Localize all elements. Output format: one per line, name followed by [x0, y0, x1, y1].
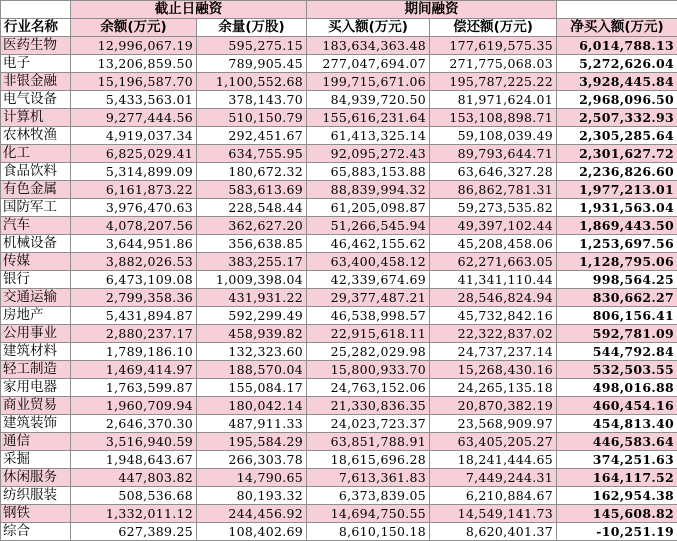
cell-industry: 商业贸易 — [1, 397, 71, 415]
header-net: 净买入额(万元) — [557, 19, 677, 37]
header-blank-cell — [557, 1, 677, 19]
cell-volume: 228,548.44 — [197, 199, 307, 217]
cell-industry: 休闲服务 — [1, 469, 71, 487]
cell-repay: 63,646,327.28 — [430, 163, 557, 181]
table-row — [1, 217, 677, 235]
cell-industry: 国防军工 — [1, 199, 71, 217]
table-row — [1, 109, 677, 127]
cell-repay: 271,775,068.03 — [430, 55, 557, 73]
cell-net-buy: 830,662.27 — [557, 289, 677, 307]
cell-volume: 155,084.17 — [197, 379, 307, 397]
cell-industry: 非银金融 — [1, 73, 71, 91]
cell-buy: 7,613,361.83 — [307, 469, 430, 487]
table-row — [1, 199, 677, 217]
table-row — [1, 505, 677, 523]
cell-industry: 通信 — [1, 433, 71, 451]
cell-buy: 51,266,545.94 — [307, 217, 430, 235]
cell-volume: 188,570.04 — [197, 361, 307, 379]
cell-buy: 61,413,325.14 — [307, 127, 430, 145]
cell-industry: 电子 — [1, 55, 71, 73]
cell-volume: 634,755.95 — [197, 145, 307, 163]
cell-net-buy: 164,117.52 — [557, 469, 677, 487]
cell-net-buy: 2,236,826.60 — [557, 163, 677, 181]
cell-buy: 277,047,694.07 — [307, 55, 430, 73]
cell-industry: 房地产 — [1, 307, 71, 325]
cell-buy: 22,915,618.11 — [307, 325, 430, 343]
cell-repay: 23,568,909.97 — [430, 415, 557, 433]
cell-balance: 1,948,643.67 — [71, 451, 197, 469]
cell-buy: 65,883,153.88 — [307, 163, 430, 181]
cell-industry: 交通运输 — [1, 289, 71, 307]
cell-volume: 583,613.69 — [197, 181, 307, 199]
cell-industry: 医药生物 — [1, 37, 71, 55]
cell-repay: 49,397,102.44 — [430, 217, 557, 235]
header-row-groups — [1, 1, 677, 19]
cell-volume: 510,150.79 — [197, 109, 307, 127]
cell-balance: 627,389.25 — [71, 523, 197, 541]
table-row — [1, 127, 677, 145]
cell-net-buy: 1,128,795.06 — [557, 253, 677, 271]
cell-net-buy: 532,503.55 — [557, 361, 677, 379]
cell-net-buy: 454,813.40 — [557, 415, 677, 433]
cell-volume: 180,672.32 — [197, 163, 307, 181]
cell-repay: 28,546,824.94 — [430, 289, 557, 307]
cell-buy: 18,615,696.28 — [307, 451, 430, 469]
cell-net-buy: 498,016.88 — [557, 379, 677, 397]
cell-balance: 3,516,940.59 — [71, 433, 197, 451]
cell-repay: 7,449,244.31 — [430, 469, 557, 487]
header-group-end-date: 截止日融资 — [71, 1, 307, 19]
header-blank-cell — [1, 1, 71, 19]
cell-net-buy: 592,781.09 — [557, 325, 677, 343]
cell-industry: 传媒 — [1, 253, 71, 271]
cell-balance: 9,277,444.56 — [71, 109, 197, 127]
cell-volume: 108,402.69 — [197, 523, 307, 541]
cell-volume: 266,303.78 — [197, 451, 307, 469]
table-row — [1, 91, 677, 109]
cell-buy: 21,330,836.35 — [307, 397, 430, 415]
cell-balance: 1,960,709.94 — [71, 397, 197, 415]
cell-buy: 84,939,720.50 — [307, 91, 430, 109]
cell-volume: 458,939.82 — [197, 325, 307, 343]
cell-repay: 59,273,535.82 — [430, 199, 557, 217]
cell-repay: 8,620,401.37 — [430, 523, 557, 541]
cell-volume: 487,911.33 — [197, 415, 307, 433]
cell-net-buy: 2,305,285.64 — [557, 127, 677, 145]
cell-balance: 5,431,894.87 — [71, 307, 197, 325]
cell-volume: 132,323.60 — [197, 343, 307, 361]
table-row — [1, 325, 677, 343]
header-row-columns — [1, 19, 677, 37]
cell-buy: 15,800,933.70 — [307, 361, 430, 379]
cell-buy: 24,763,152.06 — [307, 379, 430, 397]
cell-balance: 4,919,037.34 — [71, 127, 197, 145]
cell-repay: 22,322,837.02 — [430, 325, 557, 343]
cell-repay: 24,737,237.14 — [430, 343, 557, 361]
cell-buy: 6,373,839.05 — [307, 487, 430, 505]
cell-repay: 14,549,141.73 — [430, 505, 557, 523]
cell-balance: 1,469,414.97 — [71, 361, 197, 379]
cell-balance: 2,880,237.17 — [71, 325, 197, 343]
cell-net-buy: 2,507,332.93 — [557, 109, 677, 127]
cell-balance: 6,825,029.41 — [71, 145, 197, 163]
table-row — [1, 433, 677, 451]
cell-industry: 建筑材料 — [1, 343, 71, 361]
cell-buy: 25,282,029.98 — [307, 343, 430, 361]
table-row — [1, 55, 677, 73]
cell-balance: 447,803.82 — [71, 469, 197, 487]
table-row — [1, 307, 677, 325]
cell-repay: 24,265,135.18 — [430, 379, 557, 397]
cell-industry: 机械设备 — [1, 235, 71, 253]
cell-balance: 2,799,358.36 — [71, 289, 197, 307]
cell-balance: 1,332,011.12 — [71, 505, 197, 523]
cell-industry: 钢铁 — [1, 505, 71, 523]
cell-industry: 化工 — [1, 145, 71, 163]
cell-repay: 6,210,884.67 — [430, 487, 557, 505]
cell-buy: 92,095,272.43 — [307, 145, 430, 163]
header-volume: 余量(万股) — [197, 19, 307, 37]
cell-repay: 81,971,624.01 — [430, 91, 557, 109]
cell-buy: 63,400,458.12 — [307, 253, 430, 271]
cell-volume: 431,931.22 — [197, 289, 307, 307]
cell-buy: 46,538,998.57 — [307, 307, 430, 325]
cell-net-buy: -10,251.19 — [557, 523, 677, 541]
cell-buy: 42,339,674.69 — [307, 271, 430, 289]
cell-net-buy: 806,156.41 — [557, 307, 677, 325]
cell-repay: 59,108,039.49 — [430, 127, 557, 145]
cell-volume: 80,193.32 — [197, 487, 307, 505]
cell-repay: 45,208,458.06 — [430, 235, 557, 253]
cell-volume: 292,451.67 — [197, 127, 307, 145]
cell-buy: 88,839,994.32 — [307, 181, 430, 199]
cell-balance: 6,473,109.08 — [71, 271, 197, 289]
table-row — [1, 271, 677, 289]
cell-balance: 2,646,370.30 — [71, 415, 197, 433]
cell-balance: 5,314,899.09 — [71, 163, 197, 181]
table-row — [1, 469, 677, 487]
cell-net-buy: 5,272,626.04 — [557, 55, 677, 73]
cell-net-buy: 1,977,213.01 — [557, 181, 677, 199]
cell-balance: 5,433,563.01 — [71, 91, 197, 109]
cell-repay: 86,862,781.31 — [430, 181, 557, 199]
cell-volume: 378,143.70 — [197, 91, 307, 109]
cell-balance: 3,976,470.63 — [71, 199, 197, 217]
cell-industry: 公用事业 — [1, 325, 71, 343]
cell-buy: 61,205,098.87 — [307, 199, 430, 217]
cell-net-buy: 1,253,697.56 — [557, 235, 677, 253]
cell-net-buy: 2,301,627.72 — [557, 145, 677, 163]
cell-industry: 轻工制造 — [1, 361, 71, 379]
header-industry: 行业名称 — [1, 19, 71, 37]
table-row — [1, 289, 677, 307]
cell-repay: 15,268,430.16 — [430, 361, 557, 379]
cell-buy: 24,023,723.37 — [307, 415, 430, 433]
cell-volume: 180,042.14 — [197, 397, 307, 415]
cell-balance: 4,078,207.56 — [71, 217, 197, 235]
cell-net-buy: 1,869,443.50 — [557, 217, 677, 235]
table-row — [1, 37, 677, 55]
cell-buy: 63,851,788.91 — [307, 433, 430, 451]
table-row — [1, 361, 677, 379]
table-row — [1, 523, 677, 541]
cell-balance: 1,789,186.10 — [71, 343, 197, 361]
cell-industry: 计算机 — [1, 109, 71, 127]
table-row — [1, 343, 677, 361]
cell-balance: 1,763,599.87 — [71, 379, 197, 397]
cell-net-buy: 145,608.82 — [557, 505, 677, 523]
table-row — [1, 451, 677, 469]
cell-volume: 195,584.29 — [197, 433, 307, 451]
cell-buy: 199,715,671.06 — [307, 73, 430, 91]
table-row — [1, 73, 677, 91]
table-row — [1, 163, 677, 181]
header-repay: 偿还额(万元) — [430, 19, 557, 37]
cell-buy: 29,377,487.21 — [307, 289, 430, 307]
cell-buy: 14,694,750.55 — [307, 505, 430, 523]
cell-balance: 13,206,859.50 — [71, 55, 197, 73]
cell-buy: 8,610,150.18 — [307, 523, 430, 541]
cell-volume: 14,790.65 — [197, 469, 307, 487]
cell-balance: 15,196,587.70 — [71, 73, 197, 91]
cell-balance: 508,536.68 — [71, 487, 197, 505]
cell-net-buy: 3,928,445.84 — [557, 73, 677, 91]
cell-volume: 356,638.85 — [197, 235, 307, 253]
header-group-period: 期间融资 — [307, 1, 557, 19]
table-row — [1, 487, 677, 505]
table-row — [1, 415, 677, 433]
cell-industry: 采掘 — [1, 451, 71, 469]
cell-volume: 383,255.17 — [197, 253, 307, 271]
cell-volume: 1,100,552.68 — [197, 73, 307, 91]
cell-volume: 244,456.92 — [197, 505, 307, 523]
cell-industry: 综合 — [1, 523, 71, 541]
cell-repay: 45,732,842.16 — [430, 307, 557, 325]
cell-buy: 155,616,231.64 — [307, 109, 430, 127]
cell-industry: 纺织服装 — [1, 487, 71, 505]
cell-net-buy: 1,931,563.04 — [557, 199, 677, 217]
table-row — [1, 235, 677, 253]
table-row — [1, 181, 677, 199]
cell-net-buy: 460,454.16 — [557, 397, 677, 415]
cell-volume: 1,009,398.04 — [197, 271, 307, 289]
cell-repay: 20,870,382.19 — [430, 397, 557, 415]
cell-repay: 18,241,444.65 — [430, 451, 557, 469]
cell-volume: 592,299.49 — [197, 307, 307, 325]
cell-industry: 电气设备 — [1, 91, 71, 109]
header-buy: 买入额(万元) — [307, 19, 430, 37]
cell-industry: 食品饮料 — [1, 163, 71, 181]
cell-net-buy: 446,583.64 — [557, 433, 677, 451]
table-row — [1, 253, 677, 271]
cell-net-buy: 998,564.25 — [557, 271, 677, 289]
cell-net-buy: 2,968,096.50 — [557, 91, 677, 109]
cell-industry: 银行 — [1, 271, 71, 289]
cell-volume: 789,905.45 — [197, 55, 307, 73]
cell-volume: 362,627.20 — [197, 217, 307, 235]
cell-buy: 183,634,363.48 — [307, 37, 430, 55]
cell-industry: 农林牧渔 — [1, 127, 71, 145]
cell-balance: 6,161,873.22 — [71, 181, 197, 199]
table-row — [1, 379, 677, 397]
cell-industry: 汽车 — [1, 217, 71, 235]
cell-volume: 595,275.15 — [197, 37, 307, 55]
cell-industry: 有色金属 — [1, 181, 71, 199]
cell-net-buy: 374,251.63 — [557, 451, 677, 469]
cell-industry: 建筑装饰 — [1, 415, 71, 433]
header-balance: 余额(万元) — [71, 19, 197, 37]
cell-net-buy: 6,014,788.13 — [557, 37, 677, 55]
cell-balance: 3,644,951.86 — [71, 235, 197, 253]
cell-repay: 177,619,575.35 — [430, 37, 557, 55]
table-row — [1, 397, 677, 415]
cell-buy: 46,462,155.62 — [307, 235, 430, 253]
cell-balance: 3,882,026.53 — [71, 253, 197, 271]
cell-repay: 62,271,663.05 — [430, 253, 557, 271]
cell-net-buy: 544,792.84 — [557, 343, 677, 361]
cell-industry: 家用电器 — [1, 379, 71, 397]
cell-net-buy: 162,954.38 — [557, 487, 677, 505]
cell-balance: 12,996,067.19 — [71, 37, 197, 55]
cell-repay: 195,787,225.22 — [430, 73, 557, 91]
cell-repay: 89,793,644.71 — [430, 145, 557, 163]
table-row — [1, 145, 677, 163]
cell-repay: 63,405,205.27 — [430, 433, 557, 451]
cell-repay: 41,341,110.44 — [430, 271, 557, 289]
cell-repay: 153,108,898.71 — [430, 109, 557, 127]
